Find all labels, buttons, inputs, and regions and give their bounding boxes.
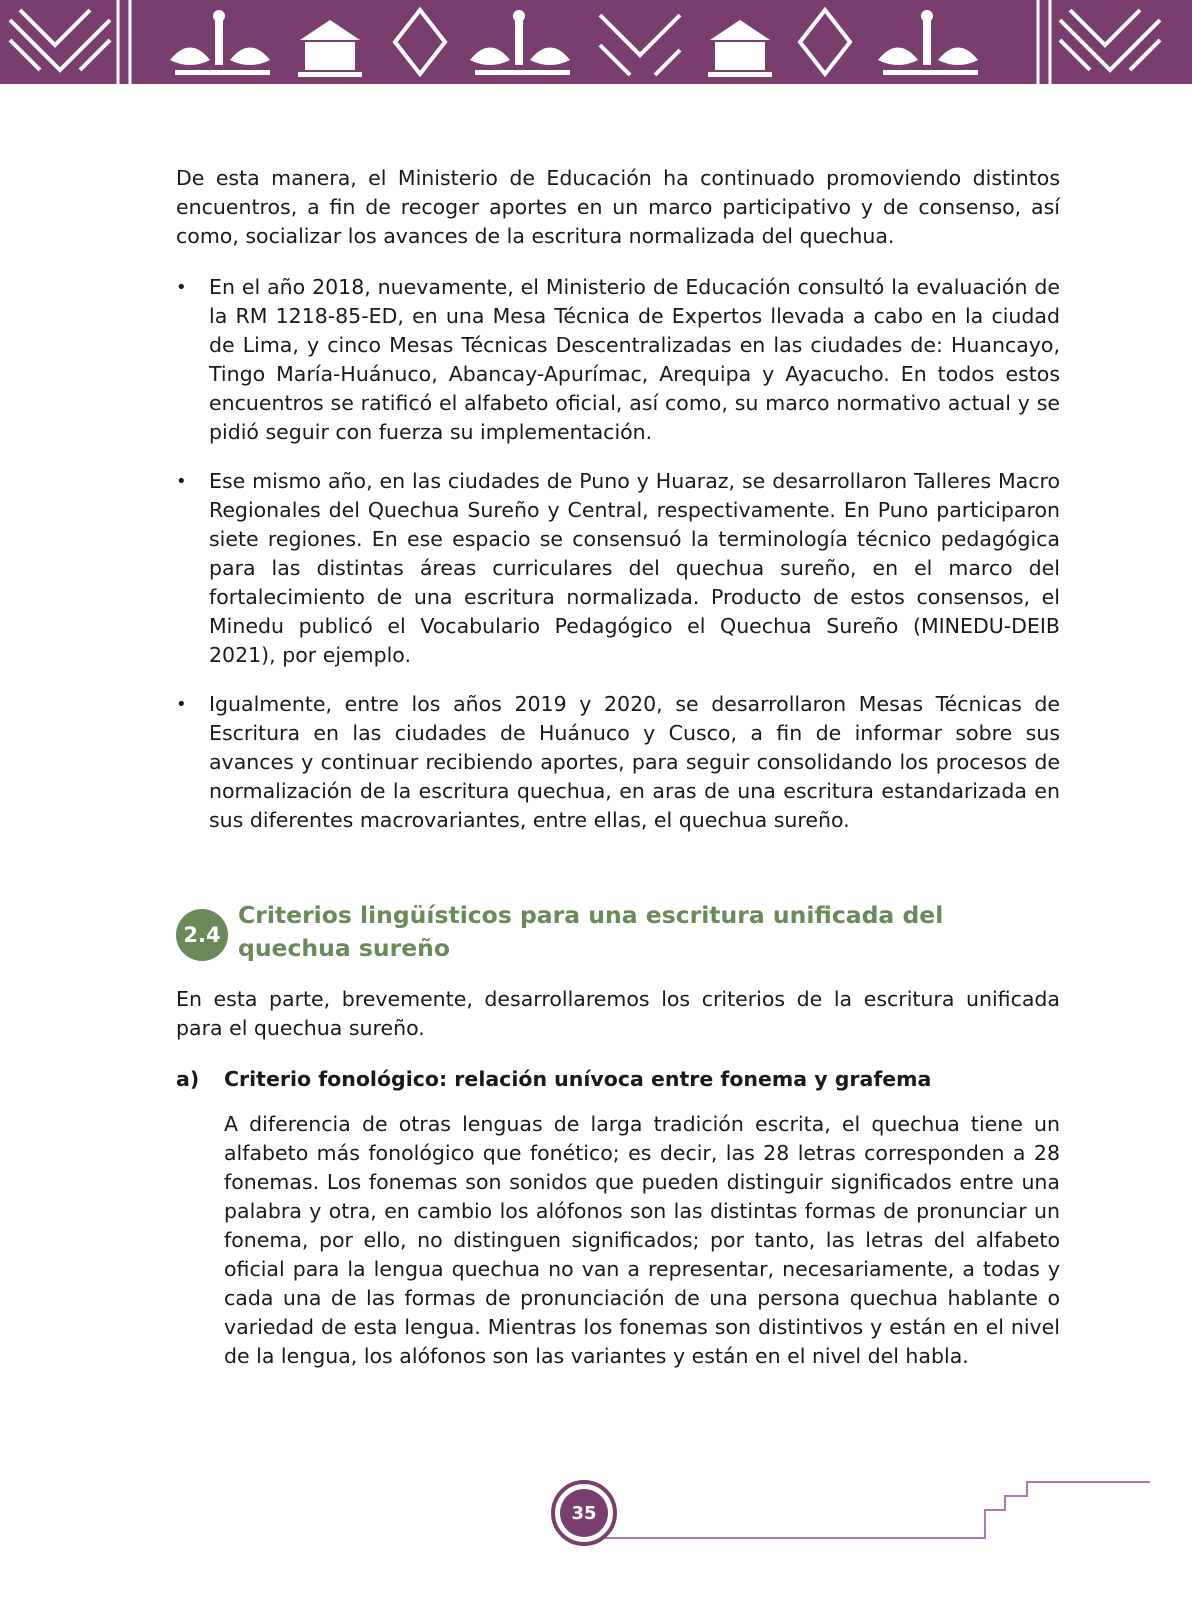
bullet-item-2018: • En el año 2018, nuevamente, el Ministerio de Educación consultó la evaluación de la RM 1218-85-ED, en una Mesa Técnica de Expertos llevada a cabo en la ciudad de Lima, y cinco Mesas Técnicas Descentralizadas en las ciudades de: Huancayo, Tingo María-Huánuco, Abancay-Apurímac, Arequipa y Ayacucho. En todos estos encuentros se ratificó el alfabeto oficial, así como, su marco normativo actual y se pidió seguir con fuerza su implementación. (176, 273, 1060, 447)
bullet-list (176, 273, 1060, 835)
bullet-item-puno-huaraz: • Ese mismo año, en las ciudades de Puno y Huaraz, se desarrollaron Talleres Macro Regionales del Quechua Sureño y Central, respectivamente. En Puno participaron siete regiones. En ese espacio se consensuó la terminología técnico pedagógica para las distintas áreas curriculares del quechua sureño, en el marco del fortalecimiento de una escritura normalizada. Producto de estos consensos, el Minedu publicó el Vocabulario Pedagógico el Quechua Sureño (MINEDU-DEIB 2021), por ejemplo. (176, 467, 1060, 670)
section-number-badge: 2.4 (176, 909, 228, 961)
textile-pattern (0, 0, 1192, 84)
page-number-badge (551, 1480, 617, 1546)
section-title: Criterios lingüísticos para una escritura unificada del quechua sureño (238, 901, 944, 962)
decorative-header-banner (0, 0, 1192, 84)
section-intro: En esta parte, brevemente, desarrollaremos los criterios de la escritura unificada para el quechua sureño. (176, 987, 1060, 1040)
section-heading (176, 899, 1060, 965)
bullet-item-2019-2020: • Igualmente, entre los años 2019 y 2020, se desarrollaron Mesas Técnicas de Escritura en las ciudades de Huánuco y Cusco, a fin de informar sobre sus avances y continuar recibiendo aportes, para seguir consolidando los procesos de normalización de la escritura quechua, en aras de una escritura estandarizada en sus diferentes macrovariantes, entre ellas, el quechua sureño. (176, 690, 1060, 835)
intro-paragraph: De esta manera, el Ministerio de Educación ha continuado promoviendo distintos encuentros, a fin de recoger aportes en un marco participativo y de consenso, así como, socializar los avances de la escritura normalizada del quechua. (176, 166, 1060, 248)
subsection-title: Criterio fonológico: relación unívoca entre fonema y grafema (224, 1067, 932, 1091)
subsection-letter: a) (176, 1067, 200, 1091)
page-content (176, 164, 1060, 1371)
subsection-heading (176, 1065, 1060, 1094)
subsection-body: A diferencia de otras lenguas de larga tradición escrita, el quechua tiene un alfabeto más fonológico que fonético; es decir, las 28 letras corresponden a 28 fonemas. Los fonemas son sonidos que pueden distinguir significados entre una palabra y otra, en cambio los alófonos son las distintas formas de pronunciar un fonema, por ello, no distinguen significados; por tanto, las letras del alfabeto oficial para la lengua quechua no van a representar, necesariamente, a todas y cada una de las formas de pronunciación de una persona quechua hablante o variedad de esta lengua. Mientras los fonemas son distintivos y están en el nivel de la lengua, los alófonos son las variantes y están en el nivel del habla. (224, 1112, 1060, 1368)
page-number: 35 (560, 1489, 608, 1537)
page-footer (0, 1460, 1192, 1600)
